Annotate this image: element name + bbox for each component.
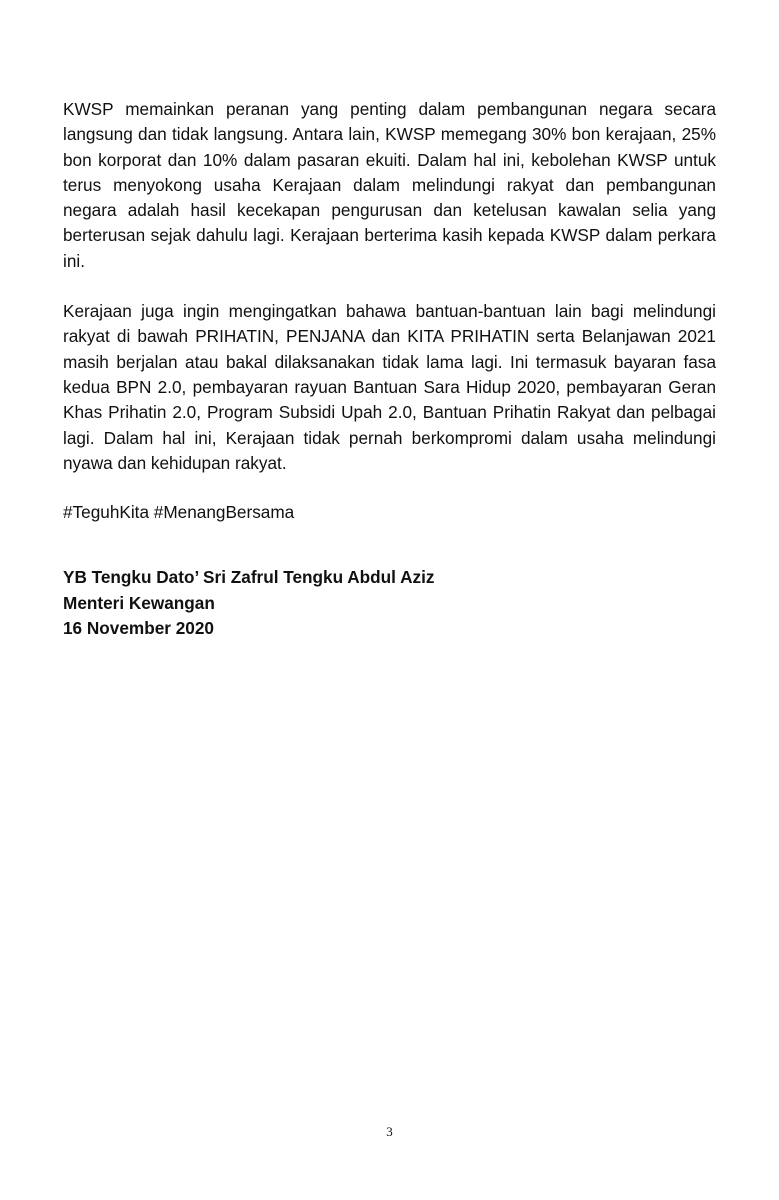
page-number: 3 xyxy=(386,1124,393,1139)
signature-block xyxy=(63,565,716,641)
hashtags: #TeguhKita #MenangBersama xyxy=(63,502,295,523)
signatory-name: YB Tengku Dato’ Sri Zafrul Tengku Abdul Aziz xyxy=(63,567,435,588)
signature-date: 16 November 2020 xyxy=(63,618,214,639)
signatory-title: Menteri Kewangan xyxy=(63,592,215,613)
document-body xyxy=(63,97,716,641)
paragraph-kwsp-role: KWSP memainkan peranan yang penting dalam pembangunan negara secara langsung dan tidak langsung. Antara lain, KWSP memegang 30% bon kerajaan, 25% bon korporat dan 10% dalam pasaran ekuiti. Dalam hal ini, kebolehan KWSP untuk terus menyokong usaha Kerajaan dalam melindungi rakyat dan pembangunan negara adalah hasil kecekapan pengurusan dan ketelusan kawalan selia yang berterusan sejak dahulu lagi. Kerajaan berterima kasih kepada KWSP dalam perkara ini. xyxy=(63,99,716,271)
paragraph-other-assistance: Kerajaan juga ingin mengingatkan bahawa bantuan-bantuan lain bagi melindungi rakyat di bawah PRIHATIN, PENJANA dan KITA PRIHATIN serta Belanjawan 2021 masih berjalan atau bakal dilaksanakan tidak lama lagi. Ini termasuk bayaran fasa kedua BPN 2.0, pembayaran rayuan Bantuan Sara Hidup 2020, pembayaran Geran Khas Prihatin 2.0, Program Subsidi Upah 2.0, Bantuan Prihatin Rakyat dan pelbagai lagi. Dalam hal ini, Kerajaan tidak pernah berkompromi dalam usaha melindungi nyawa dan kehidupan rakyat. xyxy=(63,301,716,473)
